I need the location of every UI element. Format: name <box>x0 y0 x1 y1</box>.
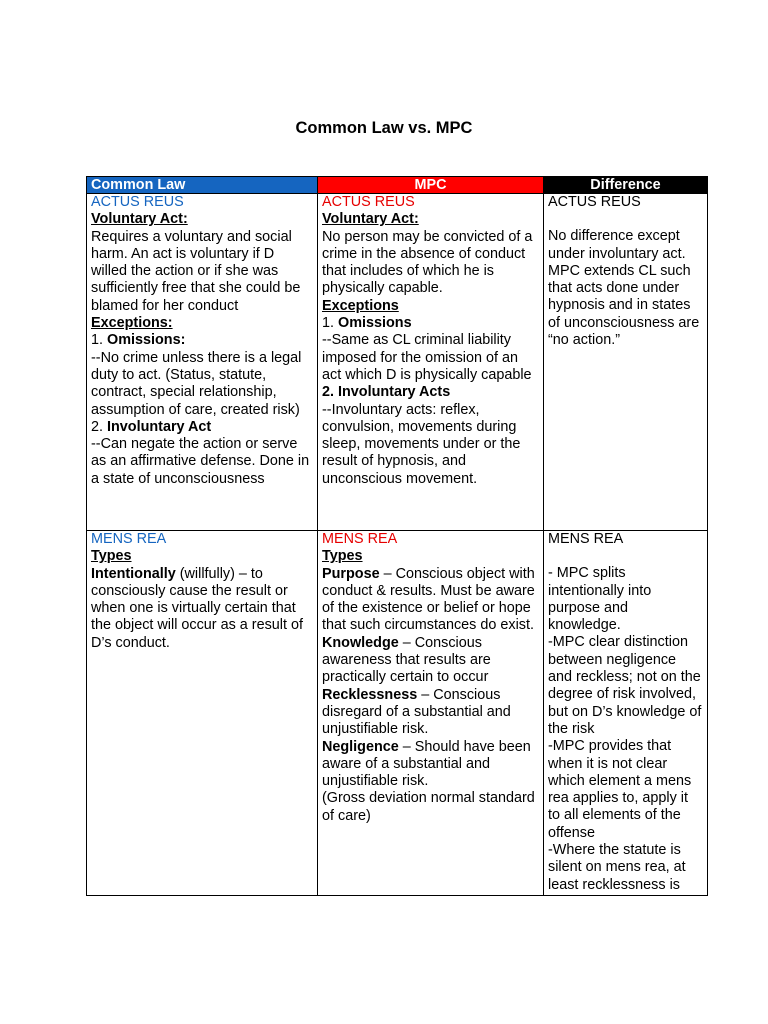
section-label: ACTUS REUS <box>91 194 184 210</box>
recklessness-text: Recklessness – Conscious disregard of a substantial and unjustifiable risk. <box>322 686 511 738</box>
cell-difference-actus-reus <box>544 194 708 531</box>
cell-mpc-actus-reus <box>318 194 544 531</box>
subheading-voluntary-act: Voluntary Act: <box>322 211 419 228</box>
comparison-table <box>86 176 708 896</box>
difference-point: -MPC clear distinction between negligence and reckless; not on the degree of risk involved, but on D’s knowledge of the risk <box>548 634 702 737</box>
subheading-exceptions: Exceptions <box>322 297 399 314</box>
involuntary-acts-text: --Involuntary acts: reflex, convulsion, movements during sleep, movements under or the result of hypnosis, and unconscious movement. <box>322 401 521 487</box>
difference-point: - MPC splits intentionally into purpose and knowledge. <box>548 565 652 634</box>
cell-cl-mens-rea <box>87 531 318 896</box>
subheading-types: Types <box>322 548 363 565</box>
page-title: Common Law vs. MPC <box>295 119 473 137</box>
gross-deviation-text: (Gross deviation normal standard of care) <box>322 790 535 824</box>
header-common-law: Common Law <box>87 177 318 194</box>
exception-involuntary-acts: 2. Involuntary Acts <box>322 384 451 401</box>
negligence-text: Negligence – Should have been aware of a substantial and unjustifiable risk. <box>322 738 531 790</box>
header-difference: Difference <box>544 177 708 194</box>
cell-difference-mens-rea <box>544 531 708 896</box>
voluntary-act-text: Requires a voluntary and social harm. An act is voluntary if D willed the action or if she was sufficiently free that she could be blamed for her conduct <box>91 228 301 314</box>
difference-text: No difference except under involuntary act. MPC extends CL such that acts done under hypnosis and in states of unconsciousness are “no action.” <box>548 228 700 349</box>
table-row-mens-rea <box>87 531 708 896</box>
exception-omissions: 1. Omissions <box>322 315 412 332</box>
subheading-exceptions: Exceptions: <box>91 315 173 332</box>
cell-cl-actus-reus <box>87 194 318 531</box>
section-label: MENS REA <box>91 531 167 547</box>
omissions-text: --No crime unless there is a legal duty to act. (Status, statute, contract, special relationship, assumption of care, created risk) <box>91 349 302 418</box>
subheading-voluntary-act: Voluntary Act: <box>91 211 188 228</box>
difference-point: -MPC provides that when it is not clear which element a mens rea applies to, apply it to all elements of the offense <box>548 738 692 841</box>
header-mpc: MPC <box>318 177 544 194</box>
knowledge-text: Knowledge – Conscious awareness that results are practically certain to occur <box>322 634 491 686</box>
voluntary-act-text: No person may be convicted of a crime in the absence of conduct that includes of which he is physically capable. <box>322 228 533 297</box>
section-label: MENS REA <box>322 531 398 547</box>
exception-omissions: 1. Omissions: <box>91 332 186 349</box>
section-label: MENS REA <box>548 531 624 547</box>
difference-point: -Where the statute is silent on mens rea, at least recklessness is <box>548 842 686 893</box>
involuntary-act-text: --Can negate the action or serve as an affirmative defense. Done in a state of unconsciousness <box>91 436 310 487</box>
cell-mpc-mens-rea <box>318 531 544 896</box>
purpose-text: Purpose – Conscious object with conduct & results. Must be aware of the existence or belief or hope that such circumstances do exist. <box>322 565 535 634</box>
subheading-types: Types <box>91 548 132 565</box>
section-label: ACTUS REUS <box>548 194 641 210</box>
section-label: ACTUS REUS <box>322 194 415 210</box>
table-header-row <box>87 177 708 194</box>
intentionally-text: Intentionally (willfully) – to consciously cause the result or when one is virtually certain that the object will occur as a result of D’s conduct. <box>91 565 303 651</box>
table-row-actus-reus <box>87 194 708 531</box>
exception-involuntary-act: 2. Involuntary Act <box>91 418 212 435</box>
omissions-text: --Same as CL criminal liability imposed for the omission of an act which D is physically capable <box>322 332 532 383</box>
